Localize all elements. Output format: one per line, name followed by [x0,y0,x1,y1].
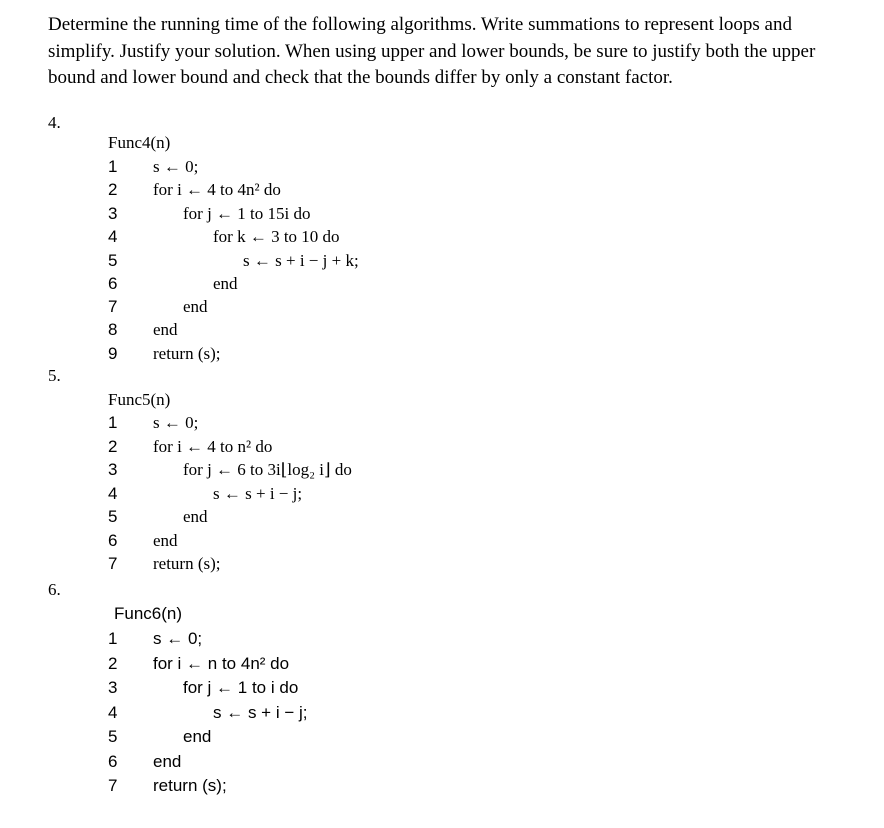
line-number: 6 [108,531,118,550]
code-line: s ← 0; [153,413,199,432]
line-number: 3 [108,678,118,697]
line-number: 5 [108,727,118,746]
code-line: return (s); [153,776,227,795]
code-line: s ← 0; [153,629,203,648]
line-number: 7 [108,297,118,316]
line-number: 5 [108,251,118,270]
instructions: Determine the running time of the following algorithms. Write summations to represent loops and simplify. Justify your solution. When using upper and lower bounds, be sure to justify both the upper bound and lower bound and check that the bounds differ by only a constant factor. [48,14,816,88]
line-number: 3 [108,204,118,223]
code-line: end [153,320,178,339]
line-number: 3 [108,460,118,479]
problem-number: 4. [48,113,61,132]
code-line: return (s); [153,344,221,363]
code-line: s ← s + i − j + k; [243,251,359,270]
code-line: for i ← 4 to 4n² do [153,180,281,199]
function-name: Func6(n) [114,604,183,623]
line-number: 7 [108,554,118,573]
line-number: 1 [108,157,118,176]
line-number: 1 [108,413,118,432]
line-number: 4 [108,703,118,722]
code-line: end [153,752,182,771]
line-number: 4 [108,227,118,246]
line-number: 8 [108,320,118,339]
line-number: 9 [108,344,118,363]
code-line: end [183,727,212,746]
problem-number: 5. [48,366,61,385]
code-line: for j ← 6 to 3i⌊log₂ i⌋ do [183,460,352,479]
code-line: end [183,297,208,316]
line-number: 1 [108,629,118,648]
function-name: Func5(n) [108,390,171,409]
line-number: 2 [108,180,118,199]
code-line: s ← 0; [153,157,199,176]
code-line: for i ← n to 4n² do [153,654,290,673]
line-number: 7 [108,776,118,795]
line-number: 2 [108,437,118,456]
code-line: return (s); [153,554,221,573]
function-name: Func4(n) [108,133,171,152]
line-number: 4 [108,484,118,503]
code-line: end [153,531,178,550]
code-line: for j ← 1 to 15i do [183,204,311,223]
line-number: 6 [108,274,118,293]
code-line: s ← s + i − j; [213,484,303,503]
code-line: for i ← 4 to n² do [153,437,273,456]
code-line: for j ← 1 to i do [183,678,299,697]
code-line: end [183,507,208,526]
code-line: for k ← 3 to 10 do [213,227,340,246]
line-number: 2 [108,654,118,673]
code-line: s ← s + i − j; [213,703,308,722]
line-number: 5 [108,507,118,526]
code-line: end [213,274,238,293]
line-number: 6 [108,752,118,771]
problem-number: 6. [48,580,61,599]
